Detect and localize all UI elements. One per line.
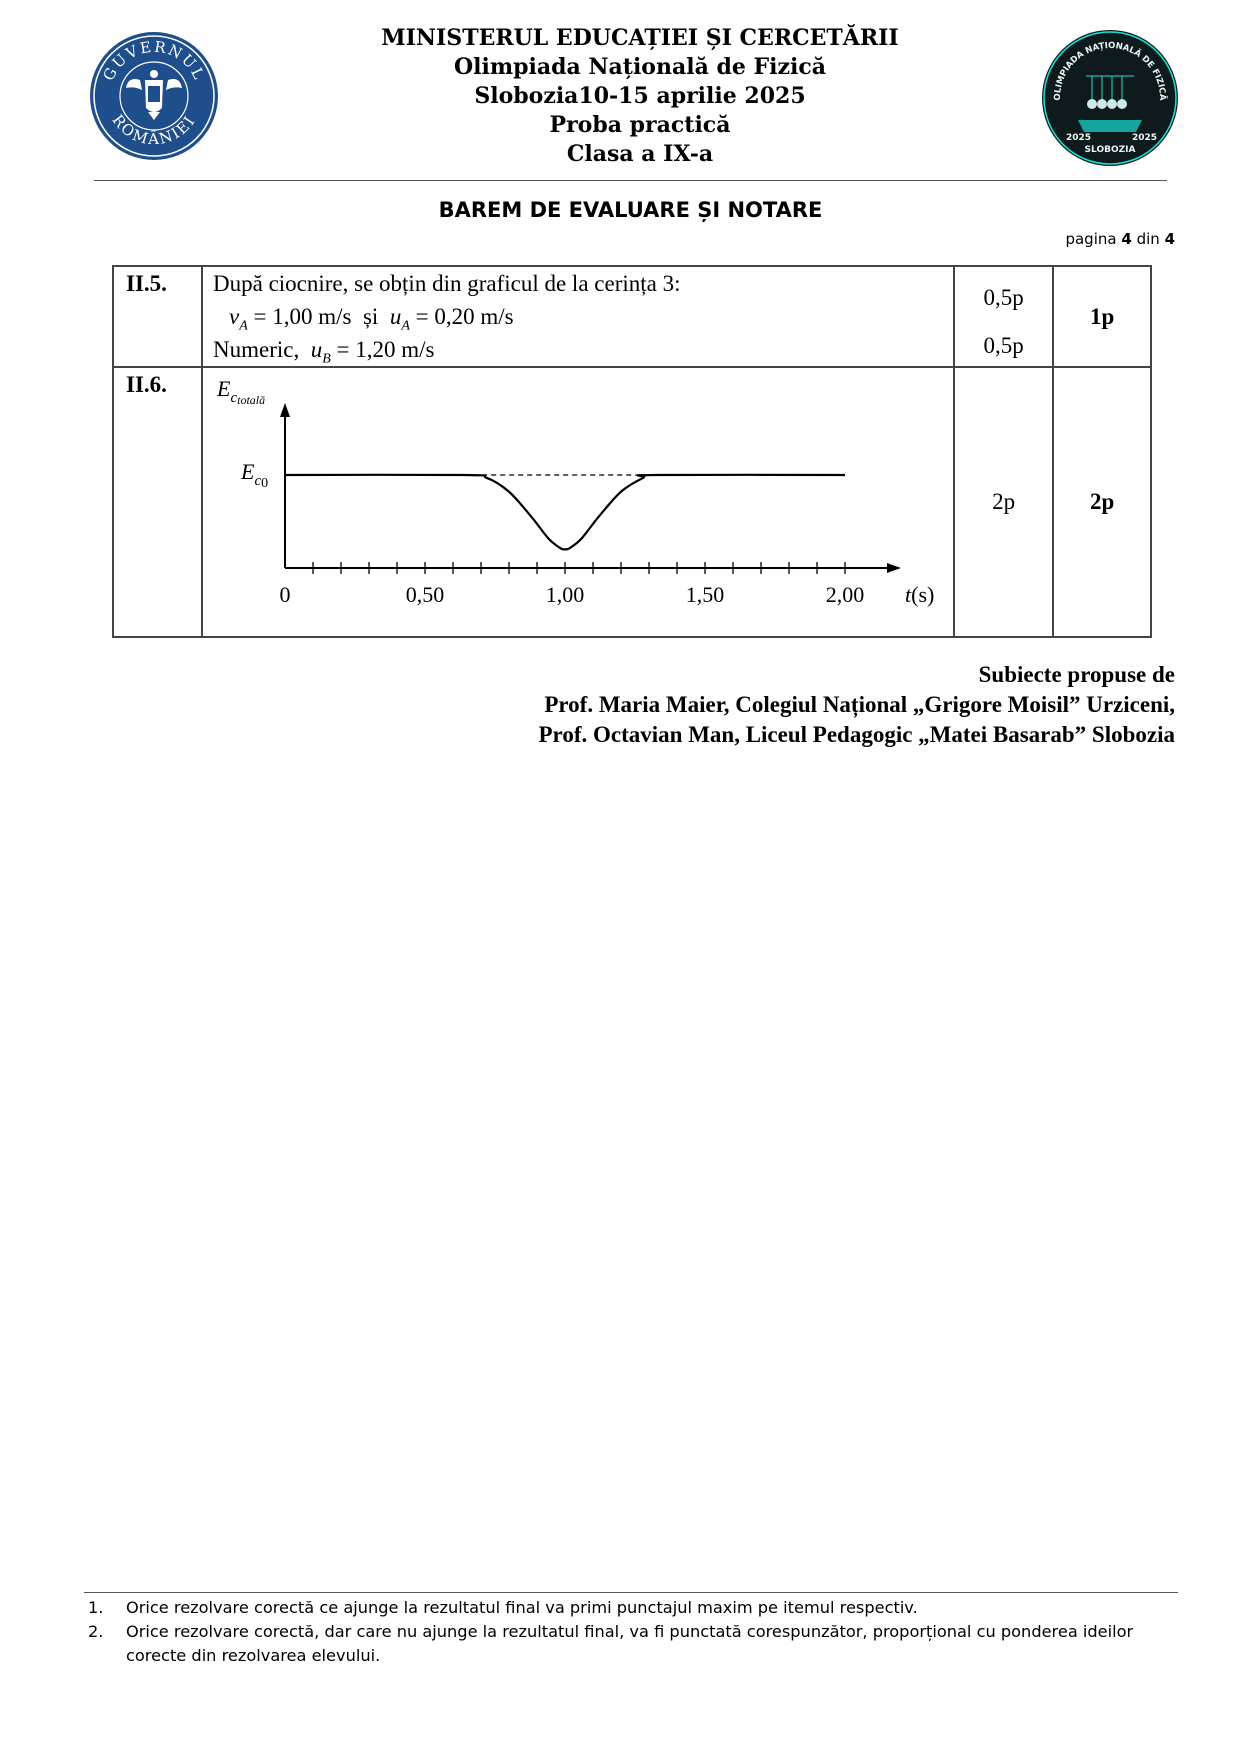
logo-left-top-text: GUVERNUL bbox=[99, 37, 209, 84]
list-item bbox=[88, 1596, 1178, 1620]
x-tick-label: 0,50 bbox=[405, 582, 445, 607]
list-item bbox=[88, 1620, 1178, 1668]
item-formula-line bbox=[203, 300, 953, 333]
total-points: 2p bbox=[1053, 367, 1151, 637]
item-numeric-line bbox=[203, 333, 953, 366]
author-1: Prof. Maria Maier, Colegiul Național „Grigore Moisil” Urziceni, bbox=[544, 692, 1175, 717]
partial-points: 2p bbox=[954, 367, 1053, 637]
page-total: 4 bbox=[1164, 230, 1175, 248]
x-axis-arrow bbox=[887, 563, 901, 573]
x-tick-label: 0 bbox=[279, 582, 291, 607]
y-level-label: $E_c0$ bbox=[241, 459, 269, 491]
numeric-prefix: Numeric, bbox=[213, 337, 300, 362]
x-tick-label: 2,00 bbox=[825, 582, 865, 607]
table-row bbox=[113, 266, 1151, 367]
y-axis-label: $E_ctotală$ bbox=[217, 376, 266, 407]
footer-divider bbox=[84, 1592, 1178, 1593]
value-ua: = 0,20 m/s bbox=[409, 304, 514, 329]
header-class: Clasa a IX-a bbox=[566, 141, 714, 167]
symbol-u: u bbox=[389, 304, 402, 329]
authors-intro: Subiecte propuse de bbox=[978, 662, 1175, 687]
olympiad-logo bbox=[1040, 28, 1180, 168]
page-current: 4 bbox=[1121, 230, 1132, 248]
subscript-a: A bbox=[239, 318, 248, 334]
symbol-ub: u bbox=[310, 337, 323, 362]
item-id: II.5. bbox=[113, 266, 202, 367]
header-test-type: Proba practică bbox=[549, 112, 731, 138]
value-va: = 1,00 m/s bbox=[247, 304, 352, 329]
header-divider bbox=[94, 180, 1167, 181]
total-points: 1p bbox=[1053, 266, 1151, 367]
logo-right-year-left: 2025 bbox=[1066, 133, 1092, 143]
partial-points-1: 0,5p bbox=[983, 285, 1024, 310]
logo-left-bottom-text: ROMÂNIEI bbox=[108, 111, 200, 149]
header-location-dates: Slobozia10-15 aprilie 2025 bbox=[474, 83, 806, 109]
x-tick-label: 1,00 bbox=[545, 582, 585, 607]
subscript-b: B bbox=[322, 351, 331, 367]
value-ub: = 1,20 m/s bbox=[330, 337, 435, 362]
item-content bbox=[202, 266, 954, 367]
item-id: II.6. bbox=[113, 367, 202, 637]
logo-right-top-text: OLIMPIADA NAȚIONALĂ DE FIZICĂ bbox=[1052, 40, 1168, 101]
footer-notes bbox=[88, 1596, 1178, 1668]
x-axis-label: t(s) bbox=[905, 582, 935, 607]
kinetic-energy-chart bbox=[203, 368, 953, 630]
note-text: Orice rezolvare corectă, dar care nu ajunge la rezultatul final, va fi punctată corespunzător, proporțional cu ponderea ideilor corecte din rezolvarea elevului. bbox=[126, 1622, 1134, 1665]
document-header bbox=[330, 24, 950, 169]
note-text: Orice rezolvare corectă ce ajunge la rezultatul final va primi punctajul maxim pe itemul respectiv. bbox=[126, 1598, 918, 1617]
subscript-a2: A bbox=[401, 318, 410, 334]
header-ministry: MINISTERUL EDUCAȚIEI ȘI CERCETĂRII bbox=[381, 25, 899, 51]
item-text-line1: După ciocnire, se obțin din graficul de la cerința 3: bbox=[213, 271, 681, 296]
authors-block bbox=[539, 660, 1176, 750]
y-axis-arrow bbox=[280, 403, 290, 417]
series-line-ec-total bbox=[285, 475, 845, 550]
table-row bbox=[113, 367, 1151, 637]
author-2: Prof. Octavian Man, Liceul Pedagogic „Matei Basarab” Slobozia bbox=[538, 722, 1175, 747]
note-number: 2. bbox=[88, 1622, 104, 1641]
page-indicator bbox=[1065, 230, 1175, 248]
page-middle: din bbox=[1136, 230, 1160, 248]
note-number: 1. bbox=[88, 1598, 104, 1617]
page-prefix: pagina bbox=[1065, 230, 1117, 248]
partial-points-2: 0,5p bbox=[983, 333, 1024, 358]
x-tick-label: 1,50 bbox=[685, 582, 725, 607]
header-olympiad: Olimpiada Națională de Fizică bbox=[453, 54, 827, 80]
conjunction: și bbox=[362, 304, 379, 329]
item-graph-cell bbox=[202, 367, 954, 637]
document-title: BAREM DE EVALUARE ȘI NOTARE bbox=[438, 198, 823, 222]
logo-right-city: SLOBOZIA bbox=[1084, 145, 1136, 155]
government-logo bbox=[88, 30, 220, 162]
partial-points bbox=[954, 266, 1053, 367]
logo-right-year-right: 2025 bbox=[1132, 133, 1158, 143]
scoring-table bbox=[112, 265, 1152, 638]
symbol-v: v bbox=[229, 304, 240, 329]
